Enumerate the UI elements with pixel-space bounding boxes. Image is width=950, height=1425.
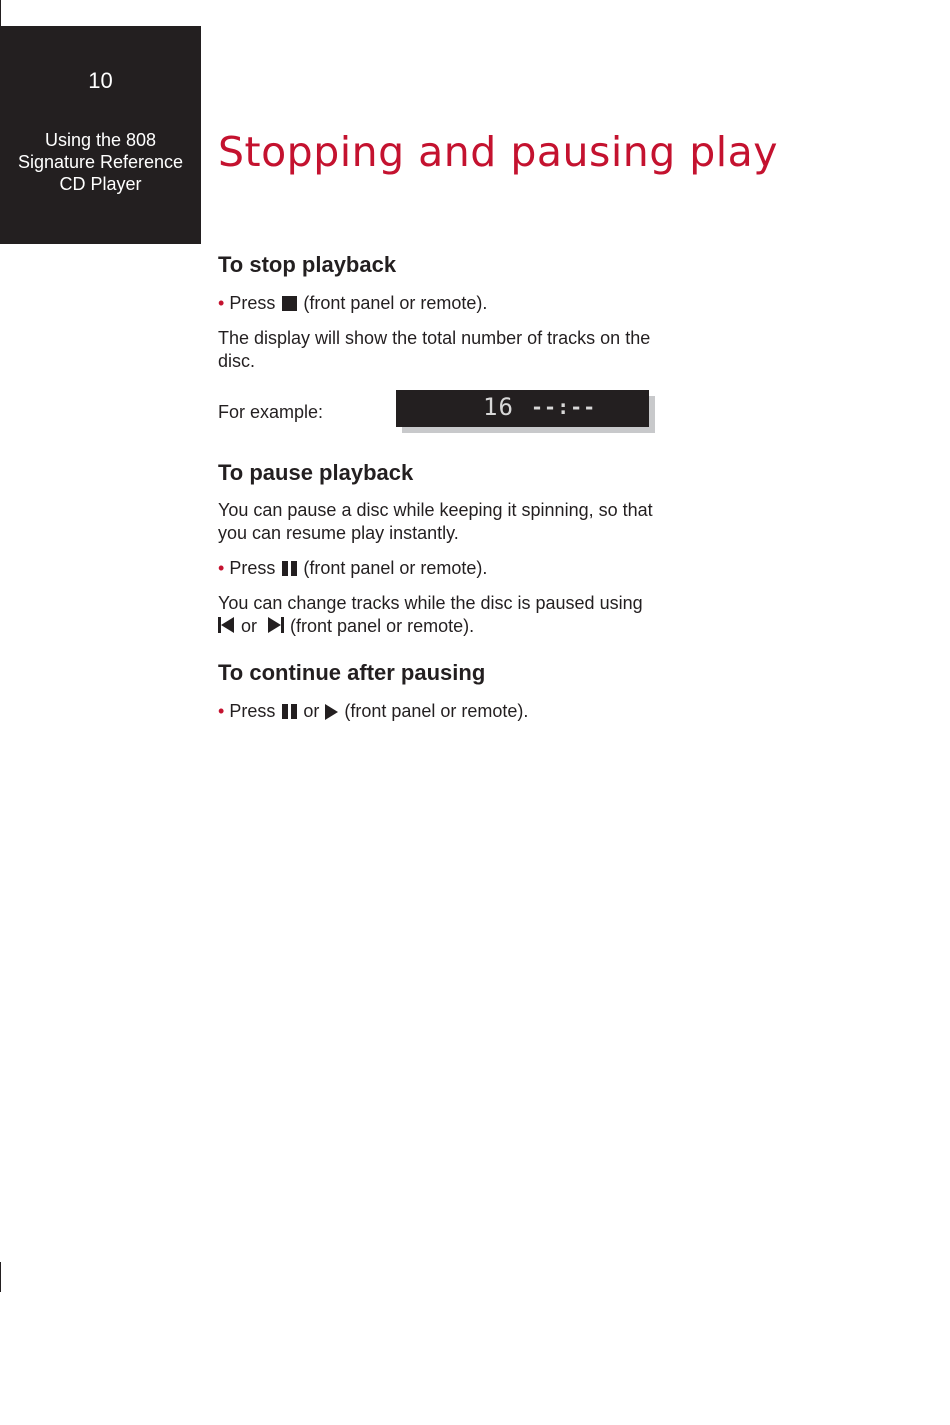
- front-panel-or-remote-text: (front panel or remote).: [344, 701, 529, 721]
- continue-heading: To continue after pausing: [218, 660, 486, 685]
- change-tracks-line: You can change tracks while the disc is paused using: [218, 593, 643, 613]
- display-time: --:--: [531, 395, 597, 419]
- pause-instruction: [218, 557, 668, 580]
- main-content: [218, 250, 668, 723]
- page-title: Stopping and pausing play: [218, 128, 779, 176]
- chapter-title-line: CD Player: [59, 174, 142, 194]
- play-icon: [325, 704, 338, 720]
- or-text: or: [303, 701, 320, 721]
- stop-icon: [282, 296, 297, 311]
- continue-after-pausing-section: [218, 658, 668, 723]
- chapter-title-line: Using the 808: [44, 130, 157, 150]
- page-number: 10: [88, 68, 113, 93]
- previous-track-icon: [218, 617, 234, 633]
- bullet-icon: •: [218, 558, 225, 578]
- press-text: Press: [229, 701, 276, 721]
- change-tracks-text: [218, 592, 668, 638]
- stop-playback-heading: To stop playback: [218, 252, 397, 277]
- pause-playback-heading: To pause playback: [218, 460, 414, 485]
- or-text: or: [241, 616, 258, 636]
- front-panel-or-remote-text: (front panel or remote).: [303, 293, 488, 313]
- press-text: Press: [229, 558, 276, 578]
- pause-icon: [282, 704, 297, 719]
- front-panel-or-remote-text: (front panel or remote).: [290, 616, 475, 636]
- stop-instruction: [218, 292, 668, 315]
- bullet-icon: •: [218, 701, 225, 721]
- pause-intro: You can pause a disc while keeping it spinning, so that you can resume play instantly.: [218, 500, 653, 543]
- next-track-icon: [268, 617, 284, 633]
- front-panel-or-remote-text: (front panel or remote).: [303, 558, 488, 578]
- crop-mark-bottom: [0, 1262, 1, 1292]
- lcd-display: [396, 390, 649, 427]
- pause-icon: [282, 561, 297, 576]
- pause-playback-section: [218, 458, 668, 638]
- continue-instruction: [218, 700, 668, 723]
- chapter-title: [0, 129, 201, 195]
- stop-display-description: The display will show the total number of tracks on the disc.: [218, 328, 651, 371]
- press-text: Press: [229, 293, 276, 313]
- display-example: [218, 390, 668, 438]
- bullet-icon: •: [218, 293, 225, 313]
- chapter-title-line: Signature Reference: [17, 152, 184, 172]
- example-label: For example:: [218, 402, 324, 422]
- chapter-side-tab: [0, 26, 201, 244]
- display-track-count: 16: [483, 393, 514, 421]
- stop-playback-section: [218, 250, 668, 438]
